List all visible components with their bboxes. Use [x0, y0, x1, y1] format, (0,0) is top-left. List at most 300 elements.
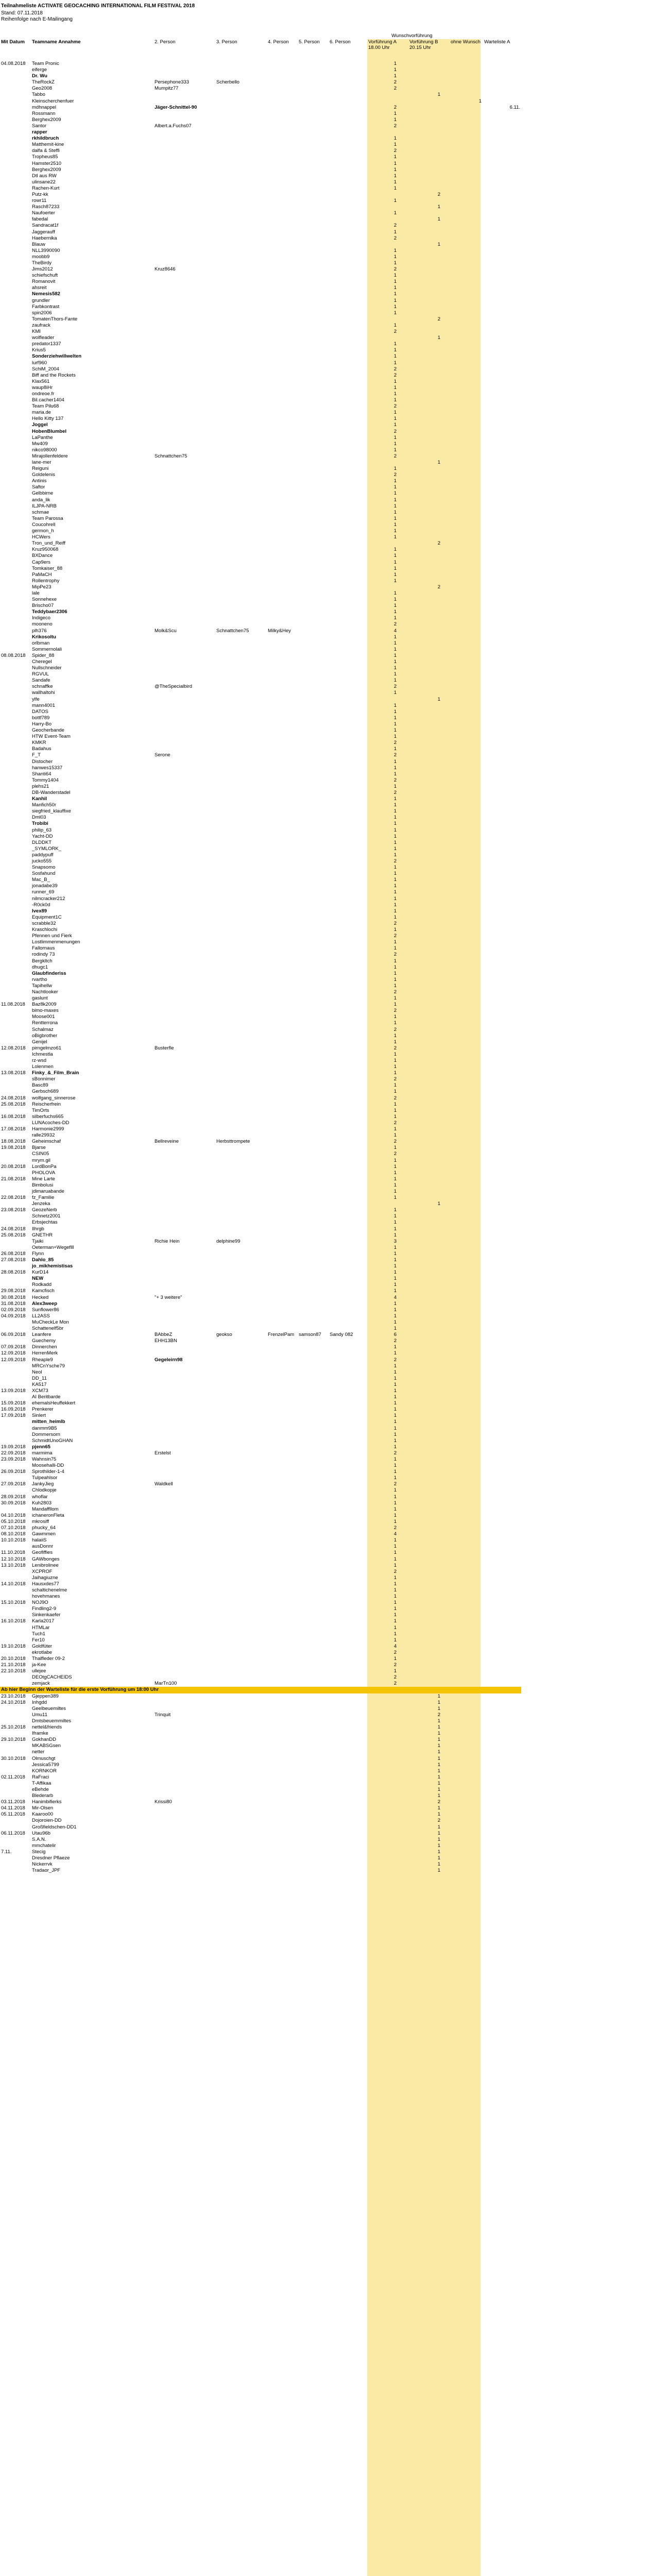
table-row	[0, 298, 651, 304]
cell-vorfuehrung-a: 1	[393, 185, 397, 191]
cell-vorfuehrung-a: 1	[393, 1244, 397, 1250]
table-row	[0, 927, 651, 933]
table-row	[0, 403, 651, 410]
cell-teamname: F_T	[32, 752, 41, 758]
table-row	[0, 1481, 651, 1487]
table-row	[0, 1219, 651, 1226]
cell-teamname: Fer10	[32, 1637, 45, 1643]
cell-vorfuehrung-a: 2	[393, 1357, 397, 1363]
cell-vorfuehrung-a: 1	[393, 322, 397, 328]
table-row	[0, 1432, 651, 1438]
table-row	[0, 1756, 651, 1762]
cell-teamname: Team Pilu68	[32, 403, 59, 410]
cell-teamname: Basc89	[32, 1082, 48, 1089]
cell-vorfuehrung-a: 1	[393, 422, 397, 428]
cell-date: 11.08.2018	[1, 1002, 25, 1008]
cell-vorfuehrung-a: 1	[393, 154, 397, 160]
table-row	[0, 323, 651, 329]
cell-teamname: KurD14	[32, 1269, 49, 1276]
cell-teamname: wolfgang_sinnerose	[32, 1095, 76, 1101]
table-row	[0, 1382, 651, 1388]
cell-teamname: marmima	[32, 1450, 53, 1456]
table-row	[0, 1245, 651, 1251]
cell-teamname: spin2006	[32, 310, 52, 316]
cell-vorfuehrung-a: 2	[393, 235, 397, 241]
table-row	[0, 1145, 651, 1151]
table-row	[0, 584, 651, 590]
table-row	[0, 148, 651, 154]
cell-vorfuehrung-b: 1	[437, 1724, 440, 1731]
table-row	[0, 1537, 651, 1544]
cell-date: 08.08.2018	[1, 652, 26, 658]
cell-teamname: mooneno	[32, 621, 53, 628]
table-row	[0, 1768, 651, 1774]
cell-date: 20.08.2018	[1, 1163, 26, 1170]
cell-date: 24.08.2018	[1, 1095, 26, 1101]
cell-teamname: Schattenelf5br	[32, 1326, 64, 1332]
table-row	[0, 1101, 651, 1108]
cell-date: 05.11.2018	[1, 1811, 25, 1818]
cell-vorfuehrung-a: 1	[393, 690, 397, 696]
table-row	[0, 422, 651, 428]
cell-date: 04.08.2018	[1, 61, 26, 66]
table-row	[0, 105, 651, 111]
cell-vorfuehrung-a: 1	[393, 758, 397, 765]
table-row	[0, 1731, 651, 1737]
cell-teamname: HTMLar	[32, 1624, 50, 1631]
cell-date: 13.10.2018	[1, 1562, 26, 1568]
document-title: Teilnahmeliste ACTIVATE GEOCACHING INTERNATIONAL FILM FESTIVAL 2018	[1, 3, 195, 9]
cell-vorfuehrung-a: 1	[393, 571, 397, 578]
cell-vorfuehrung-a: 1	[393, 503, 397, 509]
cell-teamname: rz-wsd	[32, 1058, 46, 1063]
cell-vorfuehrung-a: 1	[393, 303, 397, 310]
cell-teamname: gaslunt	[32, 995, 48, 1002]
col-header-ohne-wunsch: ohne Wunsch	[451, 39, 481, 45]
table-row	[0, 1139, 651, 1145]
table-row	[0, 553, 651, 559]
table-row	[0, 908, 651, 914]
table-row	[0, 61, 651, 67]
cell-vorfuehrung-a: 2	[393, 79, 397, 86]
table-row	[0, 1070, 651, 1076]
cell-vorfuehrung-a: 2	[393, 123, 397, 129]
cell-vorfuehrung-b: 1	[437, 1824, 440, 1830]
table-row	[0, 1132, 651, 1139]
table-row	[0, 117, 651, 123]
table-row	[0, 129, 651, 135]
cell-vorfuehrung-a: 2	[393, 1662, 397, 1668]
cell-teamname: schmae	[32, 509, 49, 515]
cell-vorfuehrung-a: 2	[393, 1525, 397, 1531]
cell-vorfuehrung-a: 1	[393, 721, 397, 727]
table-row	[0, 647, 651, 653]
cell-vorfuehrung-a: 1	[393, 166, 397, 173]
table-row	[0, 840, 651, 846]
cell-vorfuehrung-a: 1	[393, 1263, 397, 1269]
table-row	[0, 1475, 651, 1481]
cell-teamname: JankyJieg	[32, 1481, 54, 1487]
table-row	[0, 889, 651, 895]
cell-teamname: Rentterrona	[32, 1020, 58, 1026]
cell-teamname: Nullschneider	[32, 665, 62, 671]
table-row	[0, 1868, 651, 1874]
cell-person2: Serone	[155, 752, 170, 758]
cell-teamname: ahsreit	[32, 285, 47, 291]
table-row	[0, 852, 651, 858]
cell-vorfuehrung-a: 2	[393, 1076, 397, 1082]
cell-person2: Trinquit	[155, 1711, 171, 1718]
cell-vorfuehrung-a: 1	[393, 1064, 397, 1070]
cell-teamname: eiferge	[32, 67, 47, 73]
cell-vorfuehrung-a: 1	[393, 827, 397, 833]
cell-teamname: rvartho	[32, 976, 47, 982]
cell-teamname: Mac_B_	[32, 877, 50, 883]
cell-vorfuehrung-a: 1	[393, 1606, 397, 1612]
table-row	[0, 1855, 651, 1861]
cell-teamname: Krius5	[32, 347, 46, 353]
cell-vorfuehrung-b: 1	[437, 696, 440, 702]
cell-date: 22.10.2018	[1, 1668, 26, 1674]
cell-teamname: Shanti64	[32, 771, 52, 777]
table-row	[0, 1313, 651, 1319]
cell-teamname: MipPe23	[32, 584, 52, 590]
cell-date: 30.10.2018	[1, 1755, 26, 1761]
cell-vorfuehrung-a: 1	[393, 652, 397, 658]
table-row	[0, 210, 651, 216]
table-row	[0, 1151, 651, 1157]
table-row	[0, 1500, 651, 1506]
table-row	[0, 1525, 651, 1531]
cell-teamname: danmm9B5	[32, 1425, 57, 1431]
cell-vorfuehrung-a: 1	[393, 478, 397, 484]
cell-vorfuehrung-a: 1	[393, 1537, 397, 1544]
cell-person2: Kruz8646	[155, 266, 176, 273]
table-row	[0, 628, 651, 634]
cell-teamname: jonadabe39	[32, 883, 58, 889]
cell-vorfuehrung-b: 1	[437, 1743, 440, 1749]
cell-teamname: KMKR	[32, 740, 46, 746]
cell-vorfuehrung-a: 1	[393, 285, 397, 291]
cell-vorfuehrung-a: 1	[393, 1363, 397, 1369]
cell-vorfuehrung-a: 1	[393, 1250, 397, 1257]
table-row	[0, 1718, 651, 1724]
cell-vorfuehrung-a: 1	[393, 360, 397, 366]
table-row	[0, 939, 651, 945]
cell-teamname: Finky_&_Film_Brain	[32, 1070, 79, 1076]
cell-teamname: _SYMLORK_	[32, 845, 62, 852]
table-row	[0, 372, 651, 379]
cell-vorfuehrung-a: 1	[393, 1288, 397, 1294]
cell-teamname: wolfleader	[32, 335, 55, 341]
cell-teamname: runner_69	[32, 889, 55, 895]
table-row	[0, 111, 651, 117]
cell-date: 16.08.2018	[1, 1113, 26, 1120]
cell-vorfuehrung-a: 1	[393, 1444, 397, 1450]
table-row	[0, 260, 651, 266]
cell-teamname: Schnetz2001	[32, 1213, 61, 1219]
cell-vorfuehrung-a: 1	[393, 783, 397, 789]
cell-date: 06.11.2018	[1, 1830, 25, 1836]
cell-vorfuehrung-a: 1	[393, 490, 397, 497]
cell-vorfuehrung-b: 1	[437, 1705, 440, 1711]
cell-vorfuehrung-b: 1	[437, 1718, 440, 1724]
cell-vorfuehrung-a: 1	[393, 384, 397, 391]
cell-teamname: plh376	[32, 628, 47, 634]
table-row	[0, 933, 651, 939]
cell-vorfuehrung-a: 1	[393, 1157, 397, 1163]
cell-teamname: ja-Kee	[32, 1662, 46, 1668]
cell-teamname: LaPanthe	[32, 434, 53, 440]
cell-vorfuehrung-a: 1	[393, 1195, 397, 1201]
cell-teamname: Kleinscherchenfuer	[32, 98, 74, 104]
cell-vorfuehrung-a: 2	[393, 472, 397, 478]
cell-vorfuehrung-a: 1	[393, 1413, 397, 1419]
cell-teamname: ekrotlabe	[32, 1649, 53, 1655]
cell-ohne-wunsch: 1	[478, 98, 482, 104]
cell-vorfuehrung-b: 1	[437, 1693, 440, 1699]
cell-teamname: Bjarse	[32, 1145, 46, 1151]
cell-teamname: zemjack	[32, 1681, 50, 1687]
cell-vorfuehrung-a: 1	[393, 603, 397, 609]
table-row	[0, 802, 651, 808]
cell-vorfuehrung-a: 1	[393, 1307, 397, 1313]
table-row	[0, 379, 651, 385]
cell-vorfuehrung-a: 1	[393, 1002, 397, 1008]
cell-teamname: SchiM_2004	[32, 366, 59, 372]
cell-vorfuehrung-a: 1	[393, 1487, 397, 1494]
cell-teamname: jdimaruabande	[32, 1188, 64, 1194]
table-row	[0, 1506, 651, 1513]
cell-teamname: paddypuff	[32, 852, 54, 858]
table-row	[0, 1263, 651, 1269]
cell-date: 13.09.2018	[1, 1387, 26, 1394]
table-row	[0, 73, 651, 79]
table-row	[0, 1444, 651, 1450]
cell-vorfuehrung-a: 1	[393, 1381, 397, 1387]
cell-teamname: plehs21	[32, 783, 49, 789]
cell-vorfuehrung-a: 2	[393, 104, 397, 110]
table-row	[0, 684, 651, 690]
cell-teamname: schnaffke	[32, 684, 53, 690]
cell-teamname: netter	[32, 1749, 45, 1755]
cell-teamname: pirngelmzo61	[32, 1045, 62, 1051]
cell-vorfuehrung-a: 2	[393, 740, 397, 746]
cell-teamname: Santor	[32, 123, 46, 129]
cell-person2: Jäger-Schnittel-90	[155, 104, 197, 110]
cell-vorfuehrung-a: 2	[393, 1481, 397, 1487]
cell-teamname: TomatenThors-Fante	[32, 316, 78, 322]
cell-teamname: scrabble32	[32, 920, 56, 926]
cell-vorfuehrung-a: 1	[393, 434, 397, 440]
cell-teamname: Umu11	[32, 1711, 47, 1718]
table-row	[0, 1282, 651, 1288]
cell-teamname: LordBonPa	[32, 1163, 57, 1170]
table-row	[0, 858, 651, 865]
cell-vorfuehrung-a: 1	[393, 1107, 397, 1113]
cell-teamname: ILJPA-NRB	[32, 503, 57, 509]
table-row	[0, 578, 651, 584]
cell-teamname: Trobibi	[32, 821, 48, 827]
cell-teamname: Ilhrgb	[32, 1226, 44, 1232]
cell-vorfuehrung-a: 1	[393, 615, 397, 621]
cell-teamname: Gjeppen389	[32, 1693, 59, 1699]
cell-date: 12.08.2018	[1, 1045, 26, 1051]
cell-vorfuehrung-a: 2	[393, 1026, 397, 1032]
cell-date: 07.09.2018	[1, 1344, 26, 1350]
cell-vorfuehrung-a: 1	[393, 883, 397, 889]
cell-teamname: Geofiffies	[32, 1550, 53, 1556]
cell-vorfuehrung-a: 1	[393, 833, 397, 839]
cell-vorfuehrung-b: 1	[437, 1761, 440, 1768]
cell-teamname: Spider_88	[32, 652, 55, 658]
cell-teamname: Rheaple9	[32, 1357, 53, 1363]
cell-teamname: Blederarb	[32, 1793, 54, 1799]
cell-teamname: Sommernolali	[32, 646, 62, 652]
table-row	[0, 1824, 651, 1831]
cell-vorfuehrung-a: 4	[393, 1294, 397, 1300]
cell-date: 12.09.2018	[1, 1357, 26, 1363]
cell-teamname: DLDDKT	[32, 839, 52, 845]
table-row	[0, 341, 651, 347]
cell-vorfuehrung-a: 1	[393, 640, 397, 646]
cell-vorfuehrung-a: 1	[393, 727, 397, 734]
cell-vorfuehrung-a: 1	[393, 1518, 397, 1524]
cell-vorfuehrung-b: 1	[437, 1699, 440, 1705]
cell-teamname: DB-Wanderstadel	[32, 789, 71, 795]
table-row	[0, 1544, 651, 1550]
cell-vorfuehrung-a: 1	[393, 347, 397, 353]
table-row	[0, 995, 651, 1002]
table-row	[0, 746, 651, 752]
cell-teamname: Moosehalli-DD	[32, 1463, 64, 1469]
cell-vorfuehrung-a: 1	[393, 179, 397, 185]
table-row	[0, 1350, 651, 1357]
table-row	[0, 1301, 651, 1307]
cell-teamname: Gawmmen	[32, 1531, 56, 1537]
cell-vorfuehrung-a: 1	[393, 646, 397, 652]
cell-teamname: Rodkadd	[32, 1282, 52, 1288]
cell-vorfuehrung-a: 1	[393, 547, 397, 553]
table-row	[0, 1226, 651, 1232]
table-row	[0, 659, 651, 665]
cell-vorfuehrung-a: 1	[393, 889, 397, 895]
table-row	[0, 1469, 651, 1475]
cell-teamname: Olmuschgt	[32, 1755, 56, 1761]
cell-teamname: Tropheus85	[32, 154, 58, 160]
table-row	[0, 1706, 651, 1712]
cell-vorfuehrung-a: 1	[393, 1550, 397, 1556]
table-row	[0, 540, 651, 547]
cell-teamname: Großfieldschen-DD1	[32, 1824, 77, 1830]
cell-vorfuehrung-a: 1	[393, 247, 397, 253]
cell-teamname: mmchatelir	[32, 1842, 56, 1849]
cell-vorfuehrung-a: 1	[393, 1163, 397, 1170]
cell-teamname: Sinlert	[32, 1413, 46, 1419]
cell-person3: Scherbello	[216, 79, 239, 86]
cell-teamname: DATOS	[32, 708, 48, 715]
cell-vorfuehrung-a: 2	[393, 1674, 397, 1681]
cell-teamname: Sunflower86	[32, 1307, 59, 1313]
table-row	[0, 1519, 651, 1525]
cell-vorfuehrung-a: 1	[393, 67, 397, 73]
cell-teamname: Sonderziehwillwelten	[32, 353, 82, 360]
cell-date: 07.10.2018	[1, 1525, 26, 1531]
cell-teamname: Putz-kk	[32, 191, 48, 197]
cell-vorfuehrung-a: 2	[393, 453, 397, 459]
cell-teamname: -R0ck0d	[32, 902, 50, 908]
cell-vorfuehrung-b: 1	[437, 1786, 440, 1792]
cell-teamname: ulinsane22	[32, 179, 56, 185]
cell-vorfuehrung-b: 1	[437, 1868, 440, 1874]
cell-teamname: Oeterman+Wegeflll	[32, 1244, 74, 1250]
cell-teamname: ichaneronFleta	[32, 1512, 64, 1518]
table-row	[0, 192, 651, 198]
col-header-p2: 2. Person	[155, 39, 176, 45]
cell-date: 19.08.2018	[1, 1145, 26, 1151]
cell-teamname: LL2ASS	[32, 1313, 50, 1319]
cell-vorfuehrung-a: 1	[393, 509, 397, 515]
cell-teamname: mann4001	[32, 702, 55, 708]
cell-teamname: Schalmaz	[32, 1026, 54, 1032]
cell-teamname: Findling2-9	[32, 1606, 56, 1612]
cell-person2: MarTn100	[155, 1681, 177, 1687]
cell-vorfuehrung-a: 1	[393, 765, 397, 771]
cell-vorfuehrung-a: 1	[393, 958, 397, 964]
cell-teamname: Kanhil	[32, 796, 47, 802]
table-row	[0, 503, 651, 510]
cell-teamname: KORNKOR	[32, 1768, 57, 1774]
cell-vorfuehrung-a: 1	[393, 260, 397, 266]
table-row	[0, 1618, 651, 1624]
cell-teamname: Badahus	[32, 746, 52, 752]
cell-person2: Gegeleirn98	[155, 1357, 183, 1363]
cell-teamname: Rachen-Kurt	[32, 185, 60, 191]
table-row	[0, 914, 651, 921]
cell-person5: samson87	[299, 1332, 321, 1338]
table-row	[0, 353, 651, 360]
cell-teamname: Reischerfrein	[32, 1101, 61, 1107]
table-row	[0, 621, 651, 628]
table-row	[0, 490, 651, 497]
cell-vorfuehrung-a: 1	[393, 945, 397, 952]
cell-vorfuehrung-a: 1	[393, 198, 397, 204]
table-row	[0, 273, 651, 279]
cell-vorfuehrung-a: 1	[393, 1326, 397, 1332]
table-row	[0, 983, 651, 989]
cell-date: 27.09.2018	[1, 1481, 26, 1487]
cell-teamname: Jenzeka	[32, 1201, 50, 1207]
cell-teamname: Mandaffllom	[32, 1506, 59, 1512]
cell-teamname: Farbkontrast	[32, 303, 60, 310]
cell-date: 15.10.2018	[1, 1600, 26, 1606]
cell-teamname: Goldfüter	[32, 1643, 53, 1649]
table-row	[0, 534, 651, 540]
table-row	[0, 1039, 651, 1045]
cell-teamname: XCPROF	[32, 1568, 53, 1574]
table-row	[0, 1170, 651, 1176]
cell-vorfuehrung-a: 1	[393, 391, 397, 397]
waitlist-note: Ab hier Beginn der Warteliste für die erste Vorführung um 18:00 Uhr	[0, 1687, 521, 1693]
table-row	[0, 1612, 651, 1618]
cell-teamname: Geelbeuemiltes	[32, 1705, 66, 1711]
table-row	[0, 1737, 651, 1743]
cell-vorfuehrung-a: 1	[393, 1587, 397, 1593]
cell-teamname: lane-mer	[32, 460, 52, 465]
table-row	[0, 347, 651, 353]
table-row	[0, 752, 651, 758]
table-row	[0, 1176, 651, 1182]
